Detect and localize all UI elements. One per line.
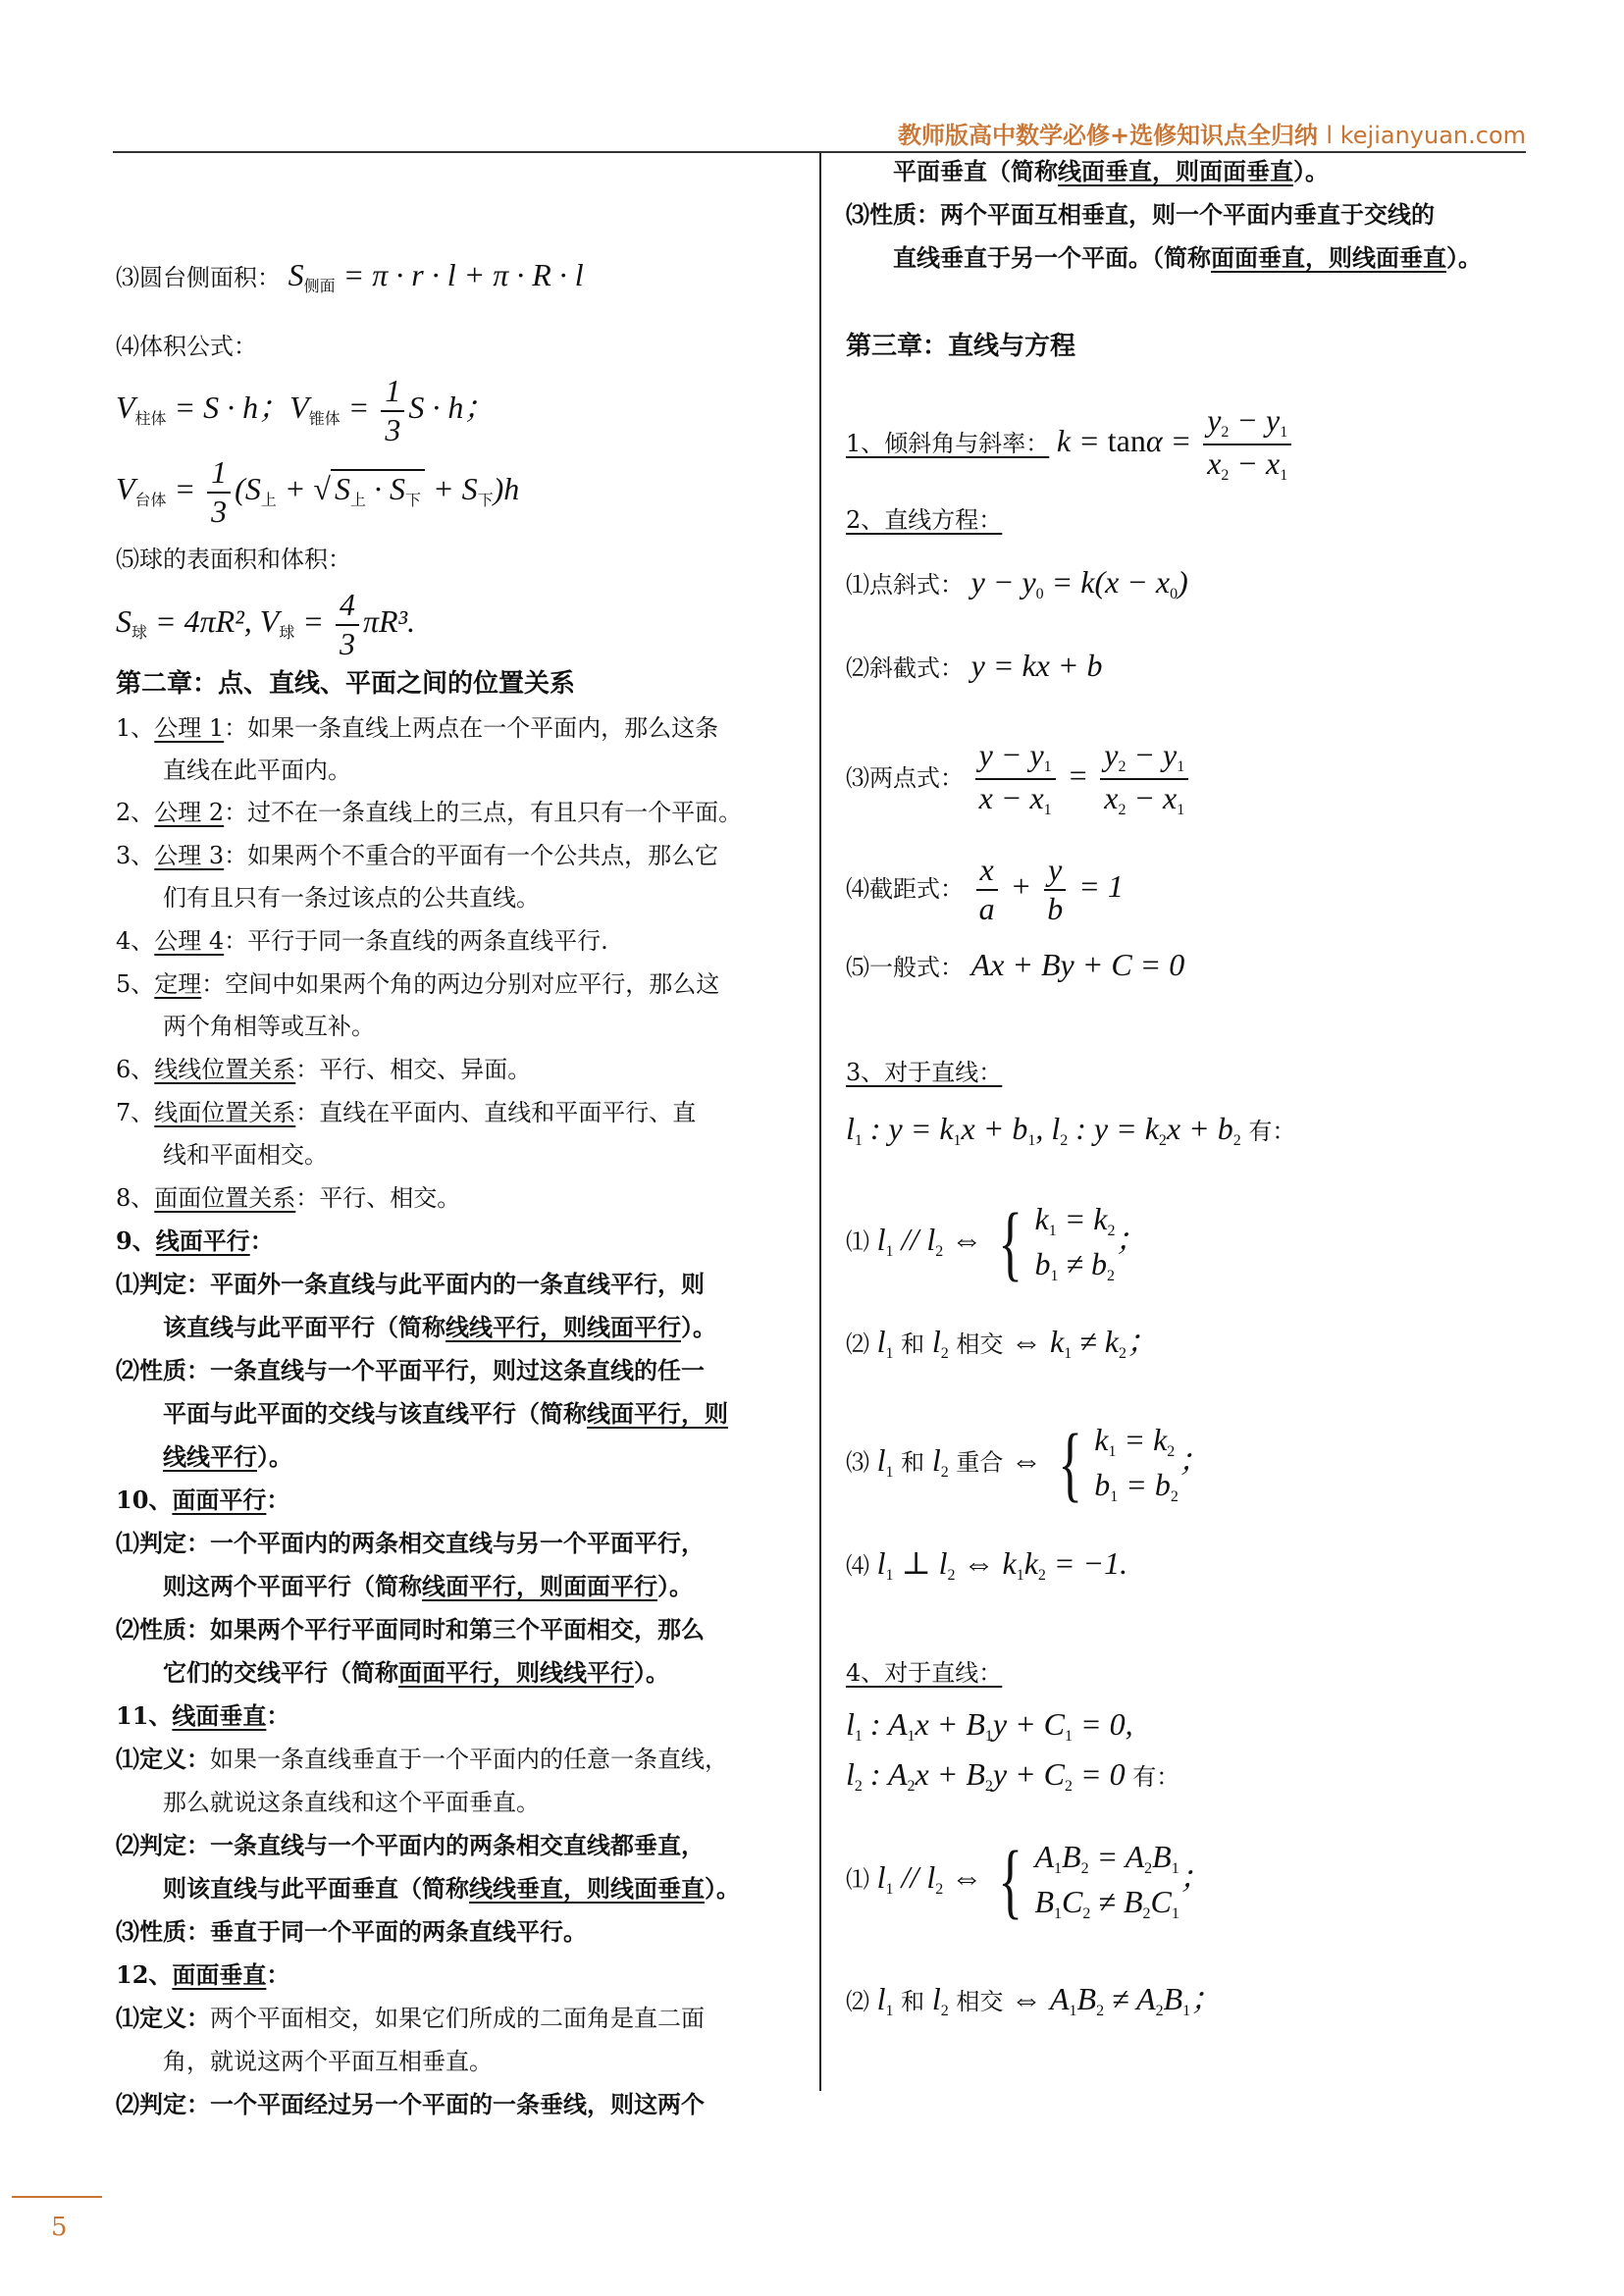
summary: 面面平行，则线线平行 (398, 1658, 634, 1687)
summary: 线线平行 (163, 1442, 257, 1471)
suffix: 有： (1248, 1118, 1296, 1145)
formula: $V_{柱体} = S \cdot h$；$V_{锥体}$ = $\frac{1}{3}$ S · h； (116, 373, 496, 447)
text: 它们的交线平行（简称 (163, 1658, 398, 1687)
formula-b: $l_2$ (931, 1441, 949, 1481)
formula: $l_1$ : $A_1x + B_1y + C_1 = 0$, (846, 1706, 1133, 1745)
formula-c: ⇔ { $k_1 = k_2$ $b_1 = b_2$ ； (1010, 1416, 1210, 1511)
general-lines-def-2 (846, 1756, 1180, 1801)
num: 9、 (116, 1226, 156, 1255)
text-end: ）。 (634, 1658, 669, 1687)
lp-parallel-property-cont (116, 1399, 728, 1429)
column-divider (819, 153, 821, 2091)
line-plane-relation-cont: 线和平面相交。 (163, 1141, 328, 1169)
lp-parallel-judge: ⑴判定：平面外一条直线与此平面内的一条直线平行，则 (116, 1270, 705, 1298)
label: ⑷ (846, 1552, 869, 1580)
pp-perp-judge: ⑵判定：一个平面经过另一个平面的一条垂线，则这两个 (116, 2090, 705, 2118)
relation: 相交 (956, 1988, 1004, 2015)
label: ⑴定义： (116, 2004, 210, 2032)
text: ：如果两个不重合的平面有一个公共点，那么它 (224, 842, 719, 869)
formula: $l_1$ : $y = k_1x + b_1$, $l_2$ : $y = k_2x + b_2$ (846, 1111, 1241, 1149)
summary: 线面垂直，则面面垂直 (1058, 157, 1293, 185)
theorem-cont: 两个角相等或互补。 (163, 1013, 375, 1040)
pp-parallel-property: ⑵性质：如果两个平行平面同时和第三个平面相交，那么 (116, 1615, 705, 1644)
summary: 线面平行，则 (587, 1399, 728, 1428)
term: 公理 3 (154, 842, 225, 869)
general-form (846, 947, 1185, 982)
num: 10、 (116, 1486, 173, 1514)
slope-perpendicular (846, 1545, 1128, 1591)
lp-perp-property: ⑶性质：垂直于同一个平面的两条直线平行。 (116, 1917, 587, 1946)
num: 12、 (116, 1960, 173, 1989)
relation: 重合 (956, 1448, 1004, 1477)
term: 定理 (154, 970, 202, 998)
label: ⑵ (846, 1988, 869, 2015)
formula: $S_{侧面} = \pi \cdot r \cdot l + \pi \cdot R \cdot l$ (288, 257, 584, 295)
term: 公理 4 (154, 927, 225, 955)
relation: 相交 (956, 1331, 1004, 1358)
text: ：平行于同一条直线的两条直线平行. (224, 927, 608, 955)
pp-perp-definition-cont: 角，就说这两个平面互相垂直。 (163, 2048, 493, 2075)
chapter-3-title: 第三章：直线与方程 (846, 332, 1076, 361)
label: ⑶两点式： (846, 764, 964, 793)
summary: 线面平行，则面面平行 (422, 1572, 657, 1600)
summary: 线线平行，则线面平行 (445, 1313, 681, 1341)
lp-parallel-property: ⑵性质：一条直线与一个平面平行，则过这条直线的任一 (116, 1356, 705, 1384)
text: 平面与此平面的交线与该直线平行（简称 (163, 1399, 587, 1428)
slope-section (846, 404, 1295, 485)
text-end: ）。 (1293, 157, 1329, 185)
pp-perp-judge-cont (846, 157, 1329, 186)
text-end: ）。 (657, 1572, 693, 1600)
formula: $l_1 // l_2$ ⇔ { $A_1B_2 = A_2B_1$ $B_1C_2 \ne B_2C_1$ ； (876, 1833, 1211, 1928)
axiom-4 (116, 926, 608, 956)
theorem (116, 969, 719, 999)
summary: 线线垂直，则线面垂直 (469, 1874, 705, 1903)
text: ：如果一条直线上两点在一个平面内，那么这条 (224, 714, 719, 742)
two-point-form (846, 739, 1192, 819)
text-end: ）。 (681, 1313, 716, 1341)
text: 平面垂直（简称 (893, 157, 1058, 185)
header-site: l kejianyuan.com (1326, 122, 1526, 149)
term: 面面平行 (172, 1486, 267, 1514)
slope-intersect (846, 1324, 1158, 1369)
formula: $\frac{y - y_1}{x - x_1}$ = $\frac{y_2 - y_1}{x_2 - x_1}$ (971, 757, 1193, 793)
and: 和 (901, 1331, 925, 1358)
formula-a: $l_1$ (876, 1981, 894, 2019)
text: 则这两个平面平行（简称 (163, 1572, 422, 1600)
axiom-2 (116, 798, 742, 827)
formula-a: $l_1$ (876, 1324, 894, 1362)
plane-plane-parallel (116, 1486, 289, 1515)
text-end: ）。 (705, 1874, 740, 1903)
slope-formula: k = tanα = $\frac{y_2 - y_1}{x_2 - x_1}$ (1057, 423, 1295, 458)
label: ⑶ (846, 1448, 869, 1477)
num: 8、 (116, 1184, 155, 1212)
text: ： (266, 1960, 290, 1989)
suffix: 有： (1132, 1763, 1180, 1791)
label: ⑴定义： (116, 1745, 210, 1773)
term: 公理 2 (154, 799, 225, 826)
and: 和 (901, 1448, 925, 1477)
axiom-1-cont: 直线在此平面内。 (163, 757, 351, 784)
text: 两个平面相交，如果它们所成的二面角是直二面 (210, 2005, 705, 2032)
formula-b: $l_2$ (931, 1324, 949, 1362)
heading: 2、直线方程： (846, 506, 1003, 534)
slope-intercept-form (846, 648, 1103, 683)
and: 和 (901, 1988, 925, 2015)
num: 5、 (116, 970, 155, 998)
summary: 面面垂直，则线面垂直 (1211, 243, 1446, 272)
text: 直线垂直于另一个平面。（简称 (893, 243, 1211, 272)
formula: $l_2$ : $A_2x + B_2y + C_2 = 0$ (846, 1756, 1126, 1795)
pp-perp-property: ⑶性质：两个平面互相垂直，则一个平面内垂直于交线的 (846, 200, 1435, 229)
sphere-formula (116, 589, 415, 660)
frustum-lateral-area (116, 257, 584, 302)
term: 线线位置关系 (154, 1056, 296, 1083)
num: 7、 (116, 1099, 155, 1126)
volume-frustum (116, 456, 519, 528)
label: ⑸球的表面积和体积： (116, 546, 351, 573)
line-plane-relation (116, 1098, 696, 1127)
label: ⑵斜截式： (846, 654, 964, 682)
volume-formulas-label (116, 332, 257, 361)
text: ：直线在平面内、直线和平面平行、直 (295, 1099, 697, 1126)
formula-c: ⇔ $k_1 \ne k_2$； (1010, 1324, 1158, 1362)
num: 3、 (116, 842, 155, 869)
line-plane-parallel (116, 1226, 274, 1256)
label: ⑴点斜式： (846, 571, 964, 599)
lp-parallel-property-cont2 (116, 1442, 292, 1472)
heading: 3、对于直线： (846, 1059, 1003, 1086)
general-lines-heading (846, 1658, 1002, 1688)
text: ：平行、相交、异面。 (295, 1056, 532, 1083)
label: ⑷体积公式： (116, 333, 257, 360)
term: 面面垂直 (172, 1960, 267, 1989)
formula: $V_{台体}$ = $\frac{1}{3}$ ($S_上$ + √ $S_上 \cdot S_下 + S_下)h$ (116, 454, 520, 529)
general-lines-def-1 (846, 1706, 1133, 1751)
num: 2、 (116, 799, 155, 826)
general-intersect (846, 1981, 1223, 2026)
slope-parallel (846, 1197, 1147, 1288)
formula: $S_球 = 4\pi R^2$, $V_球$ = $\frac{4}{3}$ πR³. (116, 587, 416, 661)
term: 公理 1 (154, 714, 225, 742)
text-end: ）。 (257, 1442, 292, 1471)
pp-parallel-property-cont (116, 1658, 669, 1688)
axiom-3-cont: 们有且只有一条过该点的公共直线。 (163, 884, 540, 912)
line-equations-heading (846, 505, 1002, 535)
formula-a: $l_1$ (876, 1441, 894, 1481)
num: 11、 (116, 1701, 173, 1730)
text: ：空间中如果两个角的两边分别对应平行，那么这 (201, 970, 720, 998)
footer-rule (12, 2196, 102, 2198)
label: ⑷截距式： (846, 874, 964, 903)
intercept-form (846, 854, 1124, 925)
text: ： (266, 1486, 290, 1514)
label: ⑴ (846, 1227, 869, 1256)
num: 6、 (116, 1056, 155, 1083)
volume-prism-pyramid (116, 375, 495, 446)
header-title-text: 教师版高中数学必修+选修知识点全归纳 (897, 122, 1319, 149)
text: ： (249, 1226, 274, 1255)
lp-perp-definition (116, 1745, 728, 1774)
lp-perp-judge-cont (116, 1874, 740, 1904)
page-number: 5 (51, 2213, 68, 2242)
pp-parallel-judge-cont (116, 1572, 693, 1601)
general-parallel (846, 1835, 1211, 1926)
text: ：过不在一条直线上的三点，有且只有一个平面。 (224, 799, 743, 826)
plane-plane-relation (116, 1183, 460, 1213)
slope-lines-def (846, 1111, 1296, 1156)
label: ⑴ (846, 1865, 869, 1894)
slope-lines-heading (846, 1058, 1002, 1087)
axiom-1 (116, 713, 718, 743)
label: ⑵ (846, 1331, 869, 1358)
text: ： (266, 1701, 290, 1730)
text: 则该直线与此平面垂直（简称 (163, 1874, 469, 1903)
axiom-3 (116, 841, 718, 870)
label: ⑶圆台侧面积： (116, 264, 281, 291)
label: ⑸一般式： (846, 954, 964, 981)
pp-parallel-judge: ⑴判定：一个平面内的两条相交直线与另一个平面平行， (116, 1529, 705, 1557)
pp-perp-property-cont (846, 243, 1482, 273)
text: 如果一条直线垂直于一个平面内的任意一条直线， (210, 1746, 728, 1773)
text: ：平行、相交。 (295, 1184, 461, 1212)
formula: y = kx + b (970, 648, 1103, 683)
line-line-relation (116, 1055, 531, 1084)
text: 该直线与此平面平行（简称 (163, 1313, 445, 1341)
line-plane-perpendicular (116, 1701, 289, 1731)
formula-b: $l_2$ (931, 1981, 949, 2019)
heading: 1、倾斜角与斜率： (846, 430, 1050, 458)
sphere-label (116, 545, 351, 574)
formula-c: ⇔ $A_1B_2 \ne A_2B_1$； (1010, 1981, 1223, 2019)
formula: $y - y_0 = k(x - x_0)$ (970, 564, 1188, 602)
point-slope-form (846, 564, 1188, 609)
chapter-2-title: 第二章：点、直线、平面之间的位置关系 (116, 669, 576, 699)
lp-perp-judge: ⑵判定：一条直线与一个平面内的两条相交直线都垂直， (116, 1831, 705, 1859)
num: 4、 (116, 927, 155, 955)
formula: $l_1 // l_2$ ⇔ { $k_1 = k_2$ $b_1 \ne b_2$ ； (876, 1195, 1147, 1290)
formula: $\frac{x}{a}$ + $\frac{y}{b}$ = 1 (971, 868, 1124, 904)
term: 面面位置关系 (154, 1184, 296, 1212)
slope-coincide (846, 1418, 1210, 1509)
header-title (898, 116, 1526, 150)
plane-plane-perpendicular (116, 1960, 289, 1990)
term: 线面垂直 (172, 1701, 267, 1730)
term: 线面位置关系 (154, 1099, 296, 1126)
formula: $l_1$ ⊥ $l_2$ ⇔ $k_1k_2 = -1$. (876, 1545, 1128, 1584)
text-end: ）。 (1446, 243, 1482, 272)
lp-parallel-judge-cont (116, 1313, 716, 1342)
heading: 4、对于直线： (846, 1659, 1003, 1687)
formula: Ax + By + C = 0 (970, 947, 1185, 982)
lp-perp-definition-cont: 那么就说这条直线和这个平面垂直。 (163, 1789, 540, 1816)
term: 线面平行 (155, 1226, 250, 1255)
num: 1、 (116, 714, 155, 742)
pp-perp-definition (116, 2004, 705, 2033)
